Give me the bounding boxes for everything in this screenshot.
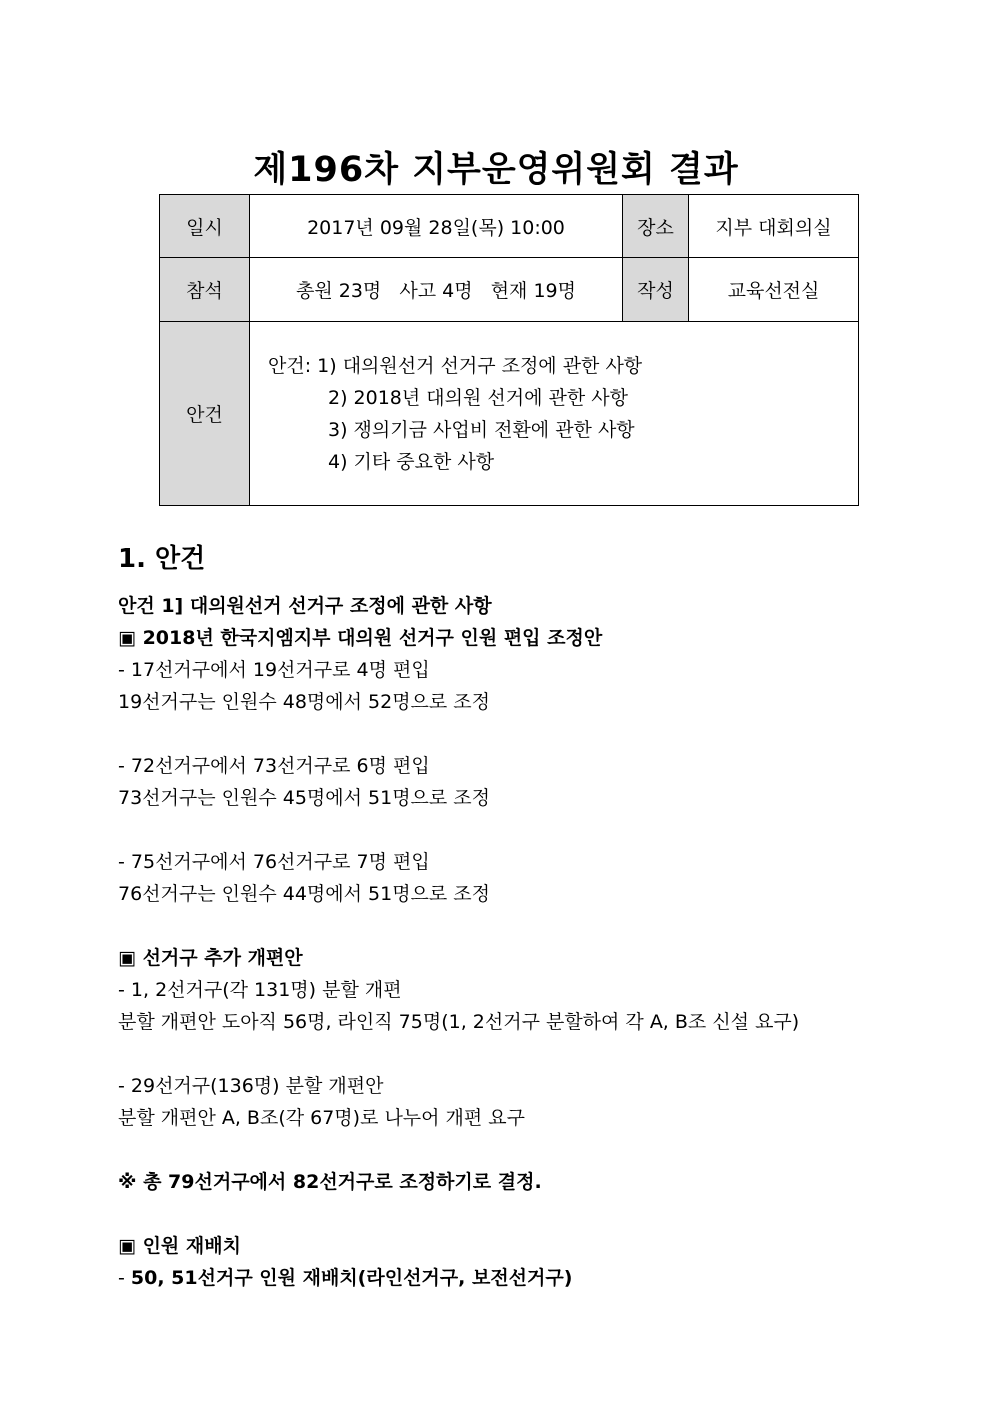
- attendance-label: 참석: [160, 258, 250, 322]
- place-label: 장소: [623, 195, 689, 258]
- dash-prefix: -: [118, 1267, 131, 1289]
- meeting-info-table: [159, 194, 859, 506]
- place-value: 지부 대회의실: [689, 195, 859, 258]
- paragraph-line: [118, 1262, 918, 1294]
- agenda-item: 3) 쟁의기금 사업비 전환에 관한 사항: [328, 418, 635, 441]
- reassignment-text: 50, 51선거구 인원 재배치(라인선거구, 보전선거구): [130, 1267, 573, 1289]
- subsection-title: ▣ 선거구 추가 개편안: [118, 947, 303, 969]
- agenda-item: 2) 2018년 대의원 선거에 관한 사항: [328, 386, 628, 409]
- paragraph-line: 19선거구는 인원수 48명에서 52명으로 조정: [118, 691, 490, 713]
- subsection-title: ▣ 인원 재배치: [118, 1235, 241, 1257]
- paragraph-line: - 29선거구(136명) 분할 개편안: [118, 1075, 384, 1097]
- paragraph-line: 분할 개편안 A, B조(각 67명)로 나누어 개편 요구: [118, 1107, 526, 1129]
- agenda-item: 4) 기타 중요한 사항: [328, 450, 495, 473]
- writer-label: 작성: [623, 258, 689, 322]
- paragraph-line: - 17선거구에서 19선거구로 4명 편입: [118, 659, 430, 681]
- subsection-title: ▣ 2018년 한국지엠지부 대의원 선거구 인원 편입 조정안: [118, 627, 603, 649]
- attendance-value: 총원 23명 사고 4명 현재 19명: [250, 258, 623, 322]
- paragraph-line: 73선거구는 인원수 45명에서 51명으로 조정: [118, 787, 490, 809]
- agenda-item: 안건: 1) 대의원선거 선거구 조정에 관한 사항: [268, 354, 643, 377]
- date-value: 2017년 09월 28일(목) 10:00: [250, 195, 623, 258]
- agenda-cell: [250, 322, 859, 506]
- agenda-label: 안건: [160, 322, 250, 506]
- section-heading: 1. 안건: [118, 544, 206, 574]
- writer-value: 교육선전실: [689, 258, 859, 322]
- date-label: 일시: [160, 195, 250, 258]
- document-body: [118, 590, 918, 1294]
- paragraph-line: - 75선거구에서 76선거구로 7명 편입: [118, 851, 430, 873]
- paragraph-line: 분할 개편안 도아직 56명, 라인직 75명(1, 2선거구 분할하여 각 A, B조 신설 요구): [118, 1011, 800, 1033]
- agenda-list: [250, 350, 858, 478]
- paragraph-line: - 1, 2선거구(각 131명) 분할 개편: [118, 979, 402, 1001]
- paragraph-line: 76선거구는 인원수 44명에서 51명으로 조정: [118, 883, 490, 905]
- document-title: 제196차 지부운영위원회 결과: [253, 150, 739, 190]
- decision-note: ※ 총 79선거구에서 82선거구로 조정하기로 결정.: [118, 1171, 542, 1193]
- paragraph-line: - 72선거구에서 73선거구로 6명 편입: [118, 755, 430, 777]
- agenda1-title: 안건 1] 대의원선거 선거구 조정에 관한 사항: [118, 595, 492, 617]
